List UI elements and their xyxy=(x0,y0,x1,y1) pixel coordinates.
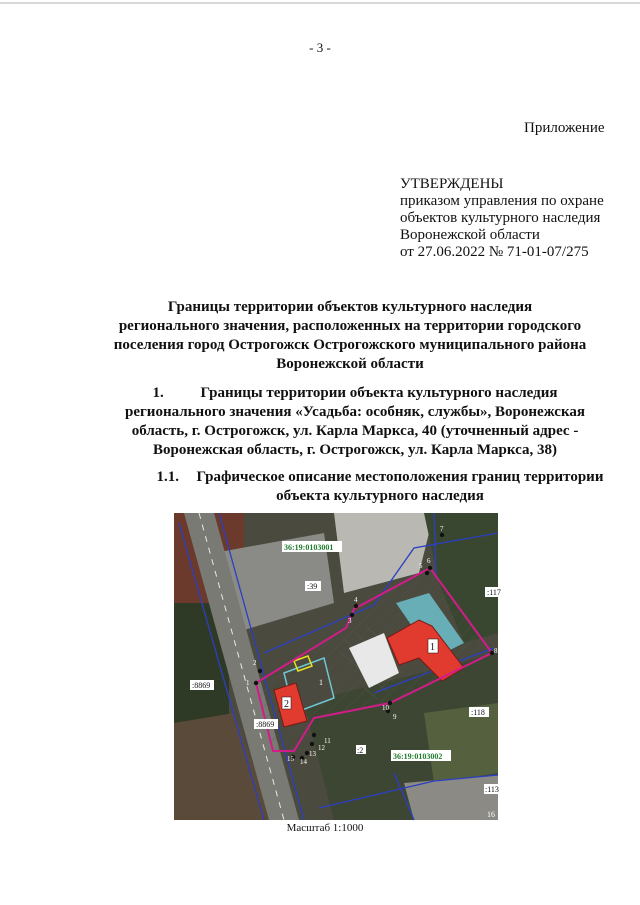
object-number: 2 xyxy=(284,699,289,710)
parcel-label: :8869 xyxy=(192,681,211,690)
section-line: объекта культурного наследия xyxy=(276,488,484,504)
section-line: Воронежская область, г. Острогожск, ул. Карла Маркса, 38) xyxy=(153,442,557,458)
parcel-label: :118 xyxy=(471,708,485,717)
page-number: - 3 - xyxy=(309,40,331,55)
point-number: 7 xyxy=(440,525,444,533)
approval-line: от 27.06.2022 № 71-01-07/275 xyxy=(400,244,589,260)
point-number: 5 xyxy=(419,562,423,570)
parcel-label: 16 xyxy=(487,810,495,819)
point-number: 6 xyxy=(427,557,431,565)
boundary-map xyxy=(174,513,501,820)
map-svg xyxy=(174,513,501,820)
approval-word: УТВЕРЖДЕНЫ xyxy=(400,176,504,192)
point-number: 14 xyxy=(300,758,307,766)
approval-line: Воронежской области xyxy=(400,227,540,243)
section-number: 1. xyxy=(152,385,164,401)
parcel-label: :2 xyxy=(357,746,364,755)
point-number: 10 xyxy=(382,704,389,712)
cadastral-label: 36:19:0103002 xyxy=(393,752,443,761)
object-number: 1 xyxy=(430,642,435,653)
map-scale: Масштаб 1:1000 xyxy=(286,822,364,834)
title-line: поселения город Острогожск Острогожского муниципального района xyxy=(113,337,587,353)
section-number: 1.1. xyxy=(156,469,180,485)
point-number: 4 xyxy=(354,596,358,604)
point-number: 3 xyxy=(348,617,352,625)
point-number: 1 xyxy=(246,679,250,687)
point-number: 15 xyxy=(287,755,294,763)
section-line: Границы территории объекта культурного наследия xyxy=(200,385,558,401)
point-number: 9 xyxy=(393,713,397,721)
section-line: Графическое описание местоположения границ территории xyxy=(196,469,604,485)
approval-line: объектов культурного наследия xyxy=(400,210,601,226)
title-line: регионального значения, расположенных на территории городского xyxy=(118,318,582,334)
approval-line: приказом управления по охране xyxy=(400,193,604,209)
section-line: область, г. Острогожск, ул. Карла Маркса, 40 (уточненный адрес - xyxy=(131,423,579,439)
title-line: Воронежской области xyxy=(276,356,424,372)
parcel-label: :117 xyxy=(487,588,501,597)
page-edge xyxy=(0,2,640,4)
title-line: Границы территории объектов культурного наследия xyxy=(167,299,533,315)
parcel-label: :8869 xyxy=(256,720,275,729)
parcel-label: :113 xyxy=(485,785,499,794)
appendix-label: Приложение xyxy=(524,120,605,136)
point-number: 12 xyxy=(318,744,325,752)
point-number: 13 xyxy=(309,750,316,758)
section-1-1-heading xyxy=(130,468,630,506)
object-number: 1 xyxy=(319,678,323,687)
approval-block xyxy=(400,176,604,261)
point-number: 11 xyxy=(324,737,331,745)
section-line: регионального значения «Усадьба: особняк, службы», Воронежская xyxy=(124,404,585,420)
document-title xyxy=(60,298,640,374)
parcel-label: :39 xyxy=(307,582,318,591)
point-number: 8 xyxy=(494,647,498,655)
section-1-heading xyxy=(90,384,620,460)
point-number: 2 xyxy=(253,659,257,667)
cadastral-label: 36:19:0103001 xyxy=(284,543,334,552)
